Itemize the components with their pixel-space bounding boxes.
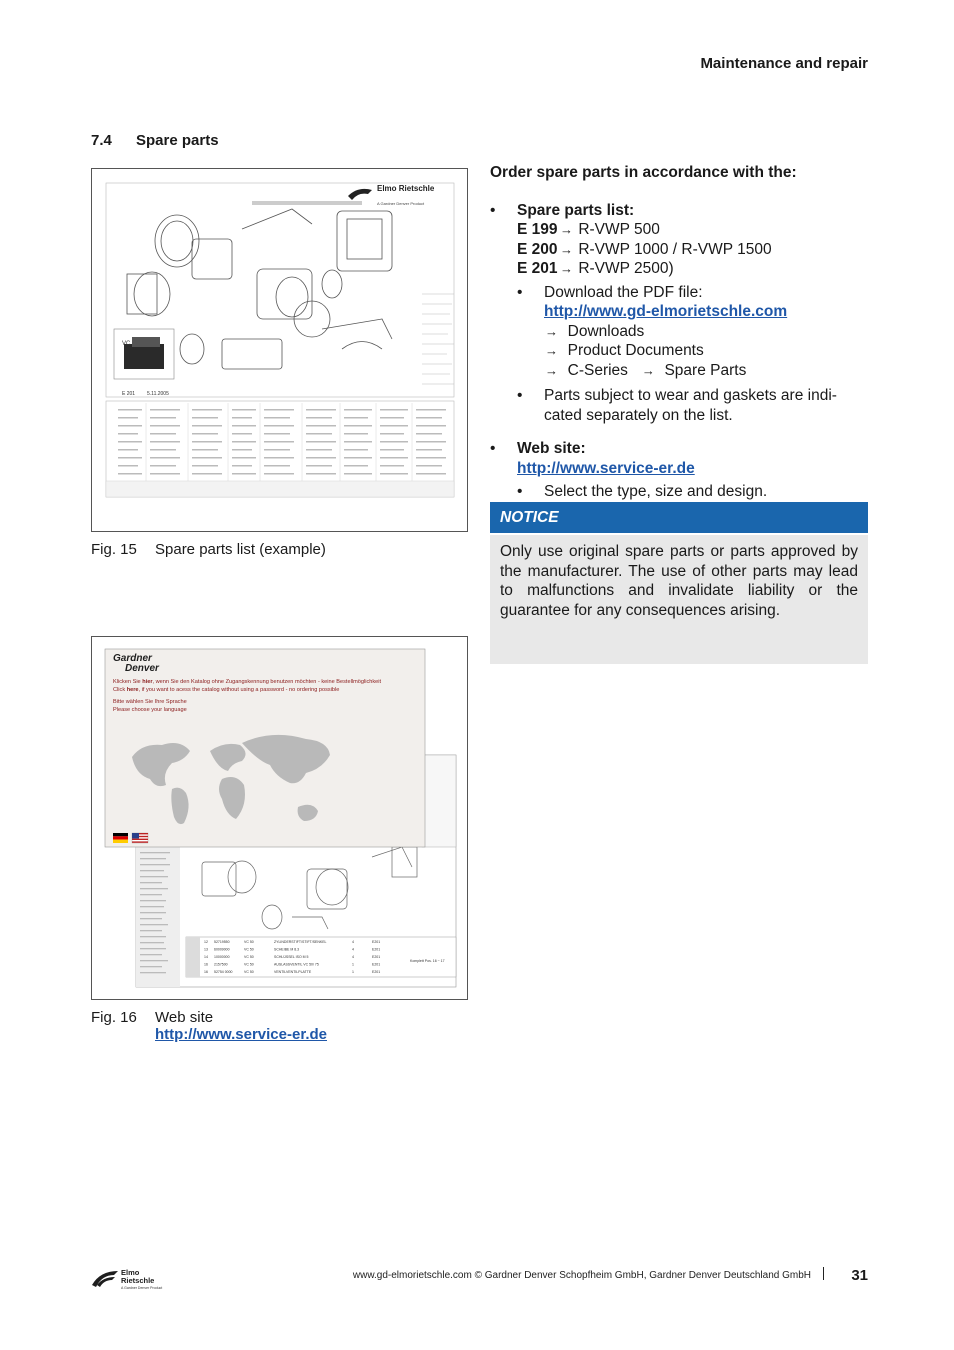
table-cell: SCHLÜSSEL ISO M 5 [274, 955, 309, 959]
figure-16-caption [91, 1009, 327, 1043]
line-english-click[interactable]: Click here, if you want to acess the catalog without using a password - no ordering possible [113, 687, 340, 693]
table-cell: 10000000 [214, 955, 230, 959]
list-date: 5.11.2005 [147, 391, 169, 397]
bullet-spare-parts-list [490, 201, 868, 426]
section-heading [91, 132, 219, 149]
table-cell: E201 [372, 970, 381, 974]
table-cell: SCHEIBE M 8.3 [274, 947, 300, 952]
download-link[interactable]: http://www.gd-elmorietschle.com [544, 303, 788, 320]
page-number: 31 [851, 1267, 868, 1284]
choose-language-en: Please choose your language [113, 707, 187, 713]
svg-text:Rietschle: Rietschle [121, 1276, 155, 1285]
spare-list-label: Spare parts list: [517, 201, 635, 219]
table-cell: E201 [372, 940, 381, 944]
fig16-caption-link[interactable]: http://www.service-er.de [155, 1026, 327, 1043]
running-header: Maintenance and repair [700, 55, 868, 72]
table-cell: VC 50 [244, 940, 254, 944]
list-code: E 201 [122, 391, 136, 397]
e-row-201: E 201 → R-VWP 2500) [517, 260, 674, 277]
table-cell: 4 [352, 955, 354, 959]
path-cseries: → C-Series → Spare Parts [545, 361, 747, 379]
right-column [490, 163, 868, 502]
table-cell: VC 50 [244, 947, 254, 952]
notice-text: Only use original spare parts or parts approved by the manufacturer. The use of other parts may lead to malfunctions and invalidate liability or the guarantee for any consequences arising. [500, 543, 858, 619]
elmo-rietschle-logo-icon [91, 1265, 171, 1291]
footer-logo [91, 1265, 171, 1296]
table-cell: ZYLINDERSTIFT/STIFT/SENKEL [274, 940, 327, 944]
wear-text: Parts subject to wear and gaskets are indicated separately on the list. [544, 387, 837, 424]
bullet-website: • Web site: http://www.service-er.de • Select the type, size and design. [490, 439, 868, 502]
download-text: Download the PDF file: [544, 283, 703, 301]
fig15-brand-sub: A Gardner Denver Product [377, 201, 425, 206]
vc-label: VC [122, 341, 131, 347]
bullet-dot: • [490, 201, 496, 219]
table-cell: 4 [352, 940, 354, 944]
sub-download: • Download the PDF file: http://www.gd-elmorietschle.com → Downloads → Product Documents → C-Series → Spare Parts [517, 283, 868, 381]
path-product-docs: → Product Documents [545, 342, 704, 359]
footer-text [353, 1270, 811, 1281]
choose-language-de: Bitte wählen Sie Ihre Sprache [113, 699, 187, 705]
fig16-caption-text: Web site [155, 1009, 214, 1026]
table-cell: 16 [204, 962, 208, 967]
website-screenshot [92, 637, 467, 999]
notice-header [490, 502, 868, 533]
german-flag-icon[interactable] [113, 833, 128, 843]
e-row-200: E 200 → R-VWP 1000 / R-VWP 1500 [517, 240, 772, 258]
table-cell: VENTILVENTILPLATTE [274, 970, 312, 974]
website-label: Web site: [517, 440, 586, 457]
svg-text:A Gardner Denver Product: A Gardner Denver Product [121, 1286, 163, 1290]
table-cell: 1 [352, 970, 354, 974]
fig15-caption-text: Spare parts list (example) [155, 541, 326, 558]
section-title: Spare parts [136, 132, 219, 149]
website-link[interactable]: http://www.service-er.de [517, 459, 695, 477]
fig15-brand: Elmo Rietschle [377, 184, 435, 193]
sub-wear: • Parts subject to wear and gaskets are indicated separately on the list. [517, 386, 868, 425]
path-downloads: → Downloads [545, 322, 645, 340]
spare-parts-drawing [92, 169, 467, 531]
footer-copyright: © Gardner Denver Schopfheim GmbH, Gardner Denver Deutschland GmbH [471, 1270, 811, 1281]
table-cell: E201 [372, 962, 381, 967]
figure-spare-parts-list [91, 168, 468, 532]
notice-title: NOTICE [500, 509, 559, 526]
table-cell: 52754 0000 [214, 970, 233, 974]
table-cell: E201 [372, 947, 381, 952]
sub-select: • Select the type, size and design. [517, 482, 868, 502]
table-cell: VC 50 [244, 955, 254, 959]
figure-15-caption [91, 541, 326, 558]
e-row-199: E 199 → R-VWP 500 [517, 221, 660, 238]
gd-brand-line1: Gardner [113, 653, 152, 664]
table-cell: 60009000 [214, 947, 230, 952]
table-cell: 4 [352, 947, 354, 952]
table-cell: VC 50 [244, 970, 254, 974]
figure-website [91, 636, 468, 1000]
order-title: Order spare parts in accordance with the: [490, 164, 797, 181]
us-flag-icon[interactable] [132, 833, 148, 843]
footer-separator [823, 1267, 824, 1280]
table-cell: 16 [204, 970, 208, 974]
komplett-label: Komplett Pos. 16 ~ 17 [410, 959, 445, 963]
gd-brand-line2: Denver [125, 663, 159, 674]
table-cell: 14 [204, 955, 208, 959]
table-cell: 1 [352, 962, 354, 967]
select-text: Select the type, size and design. [544, 483, 768, 500]
fig16-caption-label: Fig. 16 [91, 1009, 137, 1026]
table-cell: E201 [372, 955, 381, 959]
table-cell: 13 [204, 947, 208, 952]
line-german-click[interactable]: Klicken Sie hier, wenn Sie den Katalog ohne Zugangskennung benutzen möchten - keine Bestellmöglichkeit [113, 679, 382, 685]
table-cell: 52719550 [214, 940, 230, 944]
notice-body [490, 535, 868, 664]
footer-url[interactable]: www.gd-elmorietschle.com [352, 1270, 472, 1281]
table-cell: 2157500 [214, 962, 228, 967]
table-cell: VC 50 [244, 962, 254, 967]
table-cell: 12 [204, 940, 208, 944]
table-cell: AUSLASSVENTIL VC 50/ 75 [274, 962, 319, 967]
section-number: 7.4 [91, 132, 112, 149]
svg-text:Elmo: Elmo [121, 1268, 140, 1277]
fig15-caption-label: Fig. 15 [91, 541, 137, 558]
